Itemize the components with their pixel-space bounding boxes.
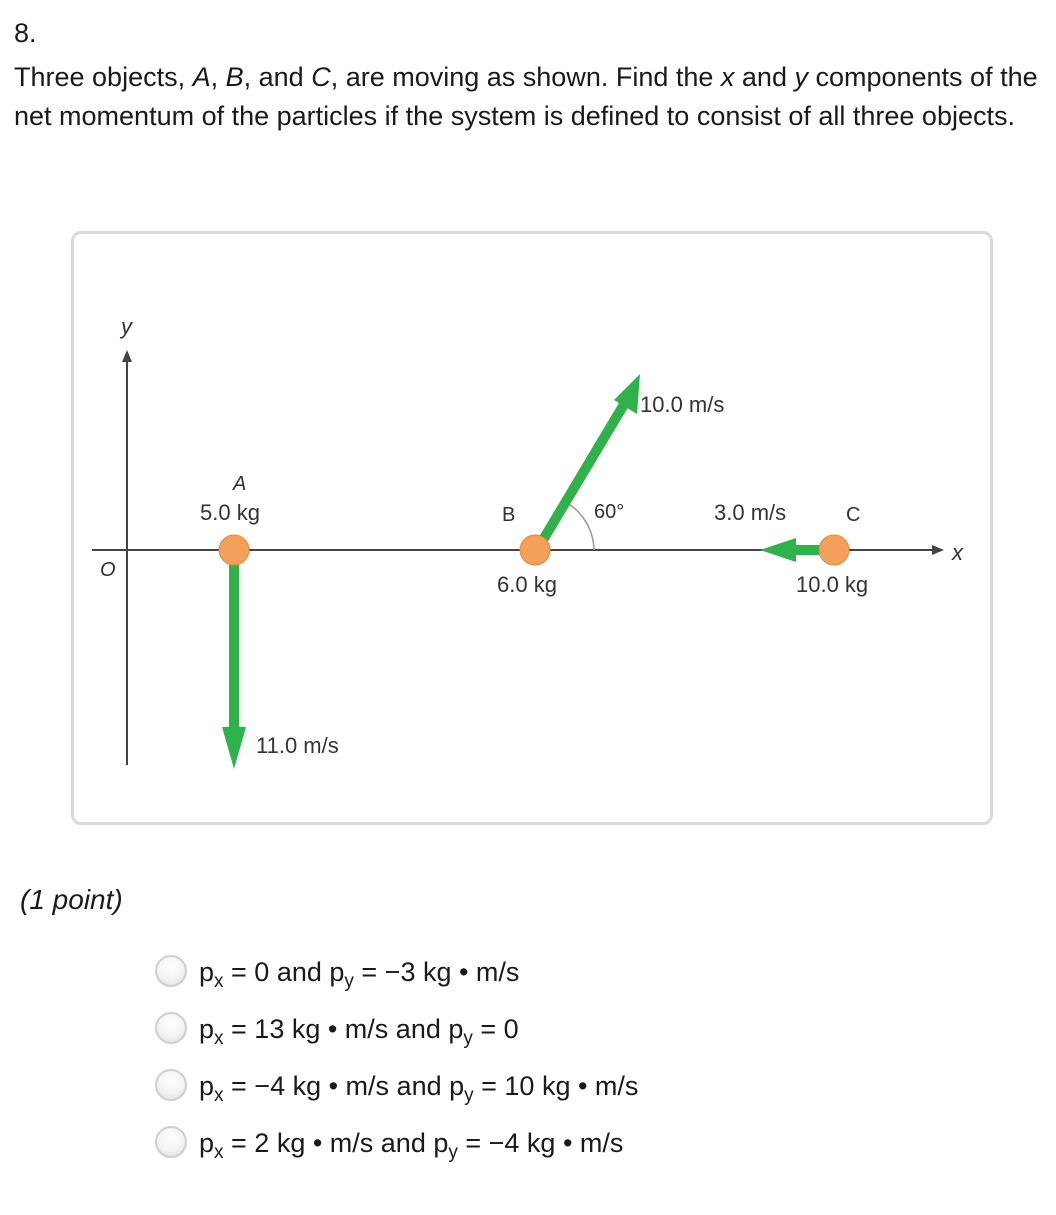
object-c-ref: C (311, 62, 331, 92)
velocity-arrow-a (229, 554, 239, 734)
object-c-speed: 3.0 m/s (714, 500, 787, 525)
object-a-mass: 5.0 kg (200, 500, 260, 525)
ball-b (520, 535, 550, 565)
choice-text: $p_x = 13$ kg • m/s and $p_y = 0$ (199, 1014, 519, 1049)
radio-button[interactable] (155, 1069, 187, 1101)
radio-button[interactable] (155, 955, 187, 987)
answer-choices (155, 952, 638, 1180)
origin-label: O (100, 559, 116, 581)
y-ref: y (794, 62, 808, 92)
object-a-name: A (233, 473, 247, 495)
velocity-arrow-b (537, 396, 629, 550)
object-c-mass: 10.0 kg (796, 572, 869, 597)
radio-button[interactable] (155, 1126, 187, 1158)
question-number: 8. (14, 18, 37, 48)
object-a-ref: A (192, 62, 211, 92)
answer-choice[interactable] (155, 1009, 638, 1066)
object-a-speed: 11.0 m/s (256, 733, 339, 758)
object-b-mass: 6.0 kg (497, 572, 557, 597)
momentum-diagram (71, 231, 993, 825)
choice-text: $p_x = 2$ kg • m/s and $p_y = -4$ kg • m/s (199, 1128, 624, 1163)
choice-text: $p_x = 0$ and $p_y = -3$ kg • m/s (199, 957, 520, 992)
object-b-angle: 60° (594, 501, 625, 523)
velocity-arrowhead-a (222, 727, 246, 769)
radio-button[interactable] (155, 1012, 187, 1044)
object-c-name: C (846, 504, 861, 526)
ball-a (219, 535, 249, 565)
y-axis-label: y (121, 314, 132, 339)
answer-choice[interactable] (155, 952, 638, 1009)
object-b-speed: 10.0 m/s (640, 392, 725, 417)
x-ref: x (720, 62, 735, 92)
ball-c (819, 535, 849, 565)
choice-text: $p_x = -4$ kg • m/s and $p_y = 10$ kg • m/s (199, 1071, 639, 1106)
velocity-arrowhead-c (760, 538, 796, 562)
object-b-ref: B (225, 62, 244, 92)
answer-choice[interactable] (155, 1066, 638, 1123)
answer-choice[interactable] (155, 1123, 638, 1180)
x-axis-label: x (952, 540, 963, 565)
object-b-name: B (502, 504, 516, 526)
question-text: Three objects, A, B, and C, are moving as shown. Find the x and y components of the net momentum of the particles if the system is defined to consist of all three objects. (14, 62, 1038, 131)
diagram-svg (74, 234, 990, 822)
points-label: (1 point) (20, 884, 123, 915)
